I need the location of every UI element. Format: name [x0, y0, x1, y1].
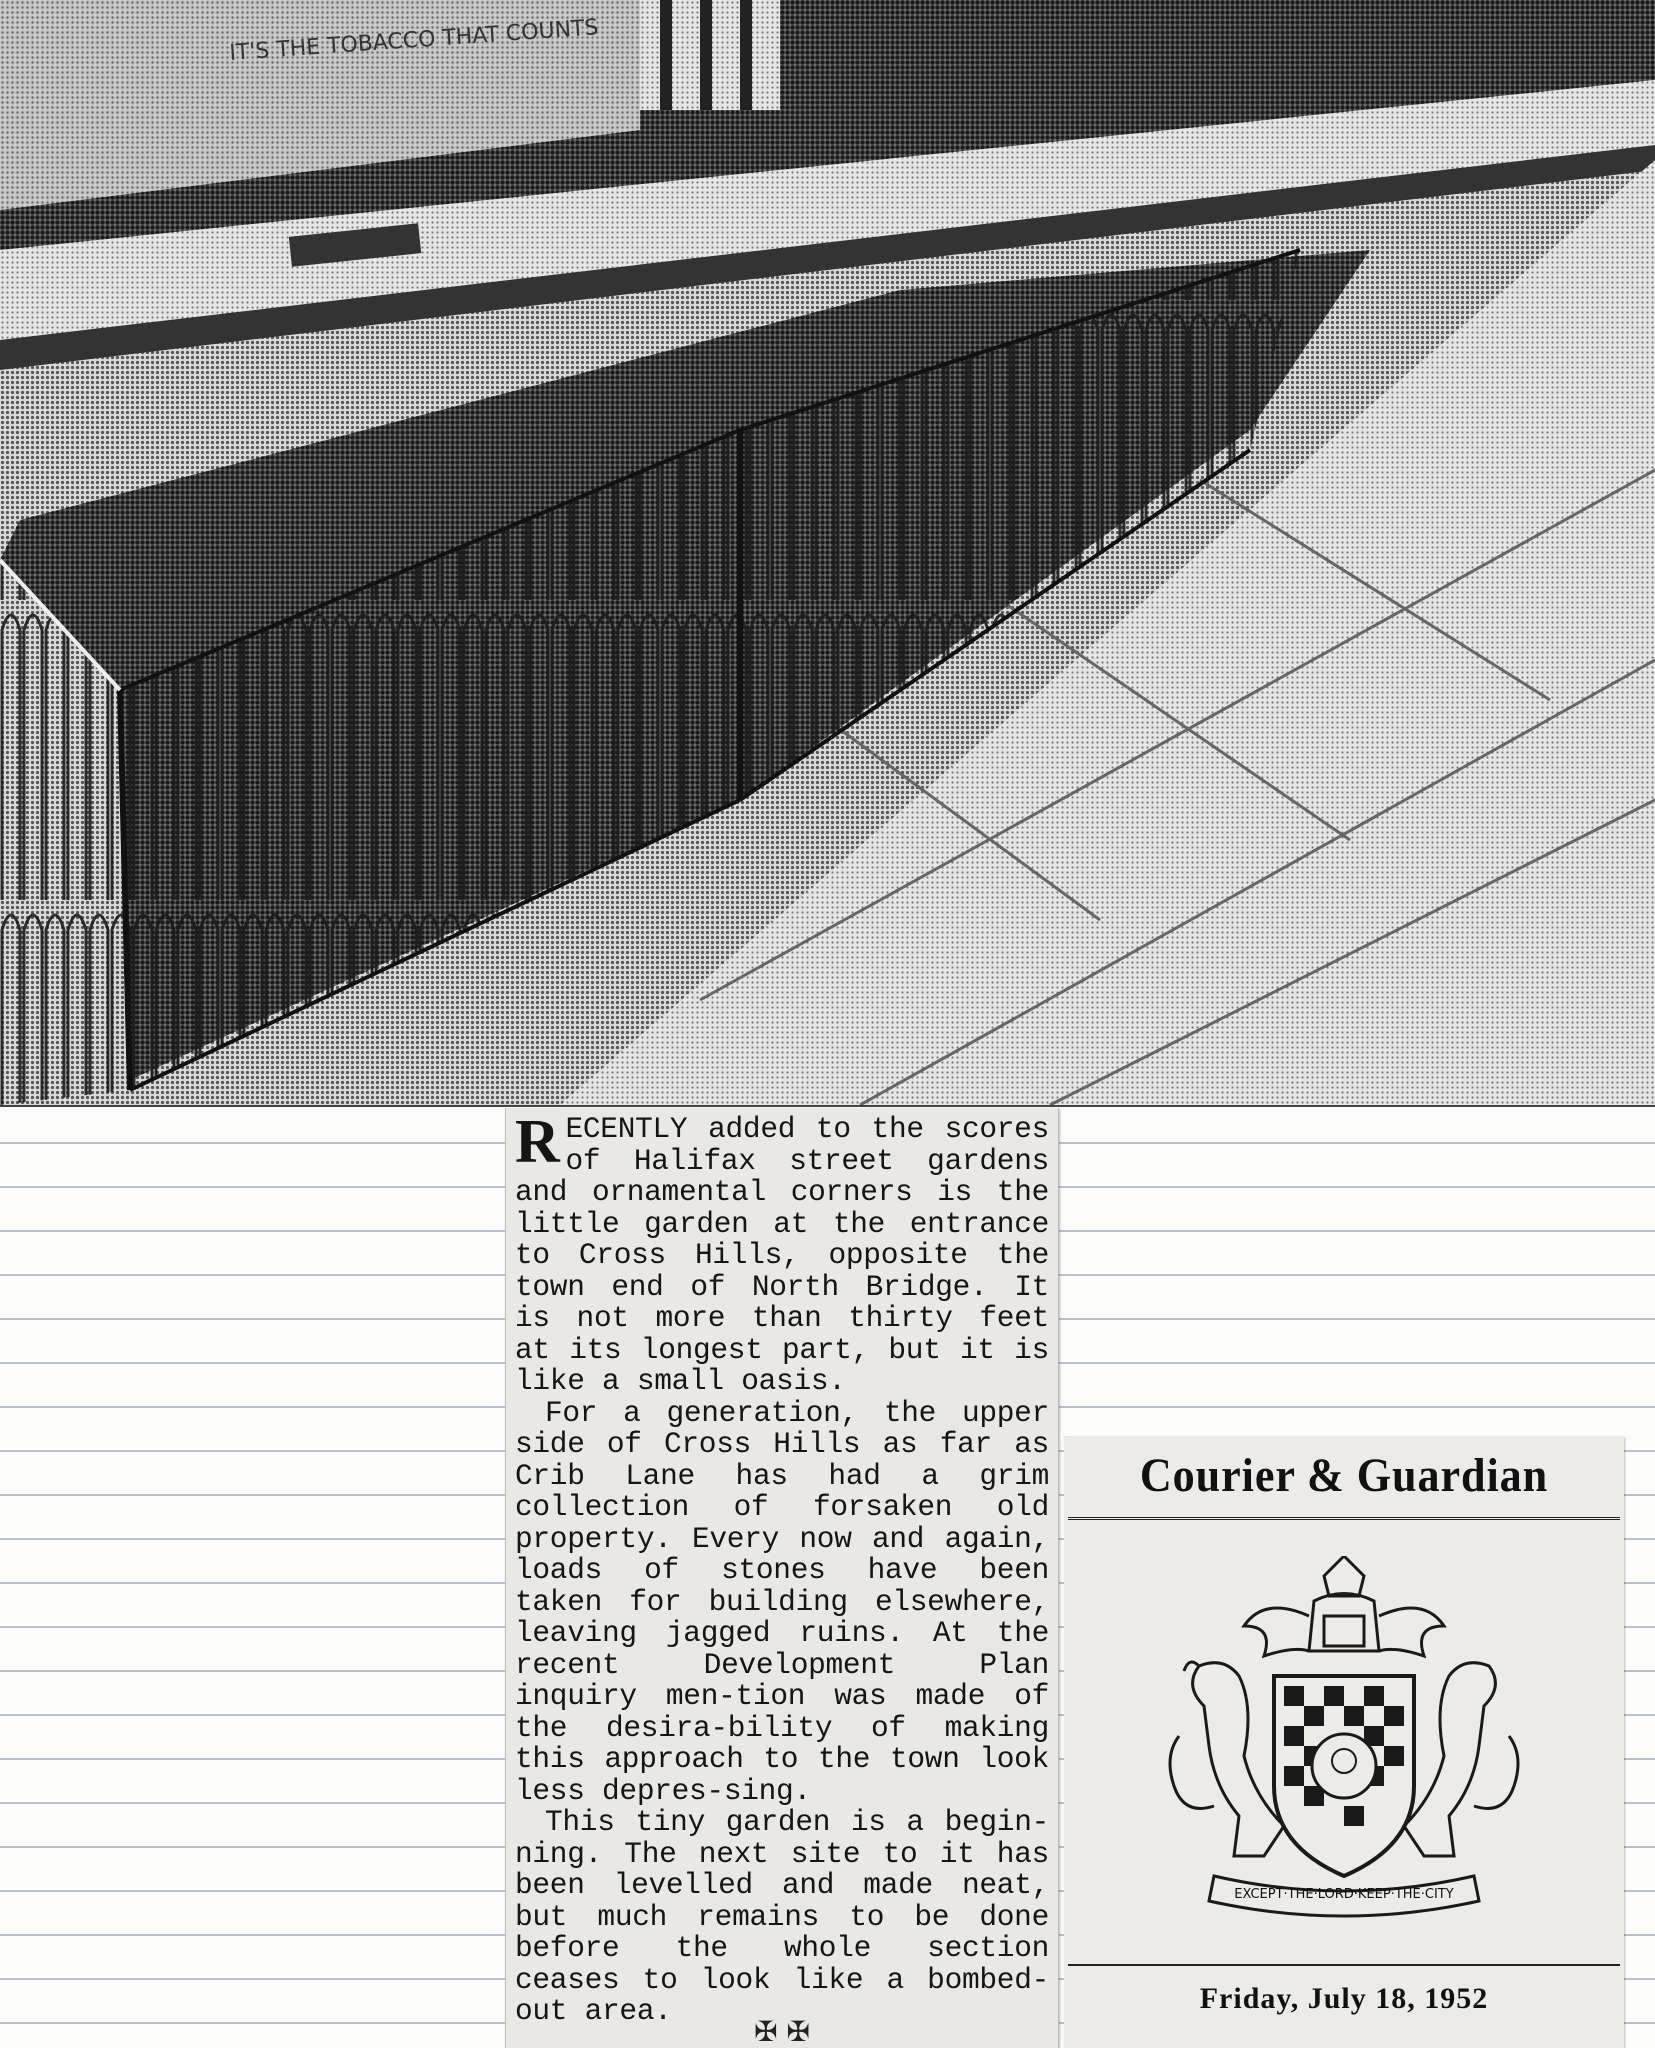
shop-sign-text: IT'S THE TOBACCO THAT COUNTS — [228, 15, 600, 66]
coat-of-arms-icon — [1144, 1556, 1544, 1936]
article-clipping — [505, 1108, 1059, 2048]
article-body — [515, 1108, 1049, 2028]
article-paragraph-1 — [515, 1108, 1049, 1398]
masthead-clipping — [1064, 1436, 1624, 2048]
footer-ornament: ✠ ✠ — [754, 2015, 810, 2048]
paragraph-text: ECENTLY added to the scores of Halifax street gardens and ornamental corners is the little garden at the entrance to Cross Hills, opposite the town end of North Bridge. It is not more than thirty feet at its longest part, but it is like a small oasis. — [515, 1112, 1049, 1398]
publication-date: Friday, July 18, 1952 — [1199, 1982, 1489, 2015]
title-rule — [1068, 1517, 1620, 1520]
paragraph-text: For a generation, the upper side of Cross Hills as far as Crib Lane has had a grim collection of forsaken old property. Every now and again, loads of stones have been taken for building elsewhere, leaving jagged ruins. At the recent Development Plan inquiry men-tion was made of the desira-bility of making this approach to the town look less depres-sing. — [515, 1395, 1049, 1808]
crest-motto: EXCEPT·THE·LORD·KEEP·THE·CITY — [1234, 1887, 1454, 1902]
newspaper-title: Courier & Guardian — [1139, 1449, 1549, 1502]
paragraph-text: This tiny garden is a begin-ning. The next site to it has been levelled and made neat, but much remains to be done before the whole section ceases to look like a bombed-out area. — [515, 1805, 1049, 2028]
drop-cap: R — [515, 1108, 560, 1176]
article-paragraph-2 — [515, 1395, 1049, 1808]
article-paragraph-3 — [515, 1807, 1049, 2028]
date-rule — [1068, 1964, 1620, 1966]
